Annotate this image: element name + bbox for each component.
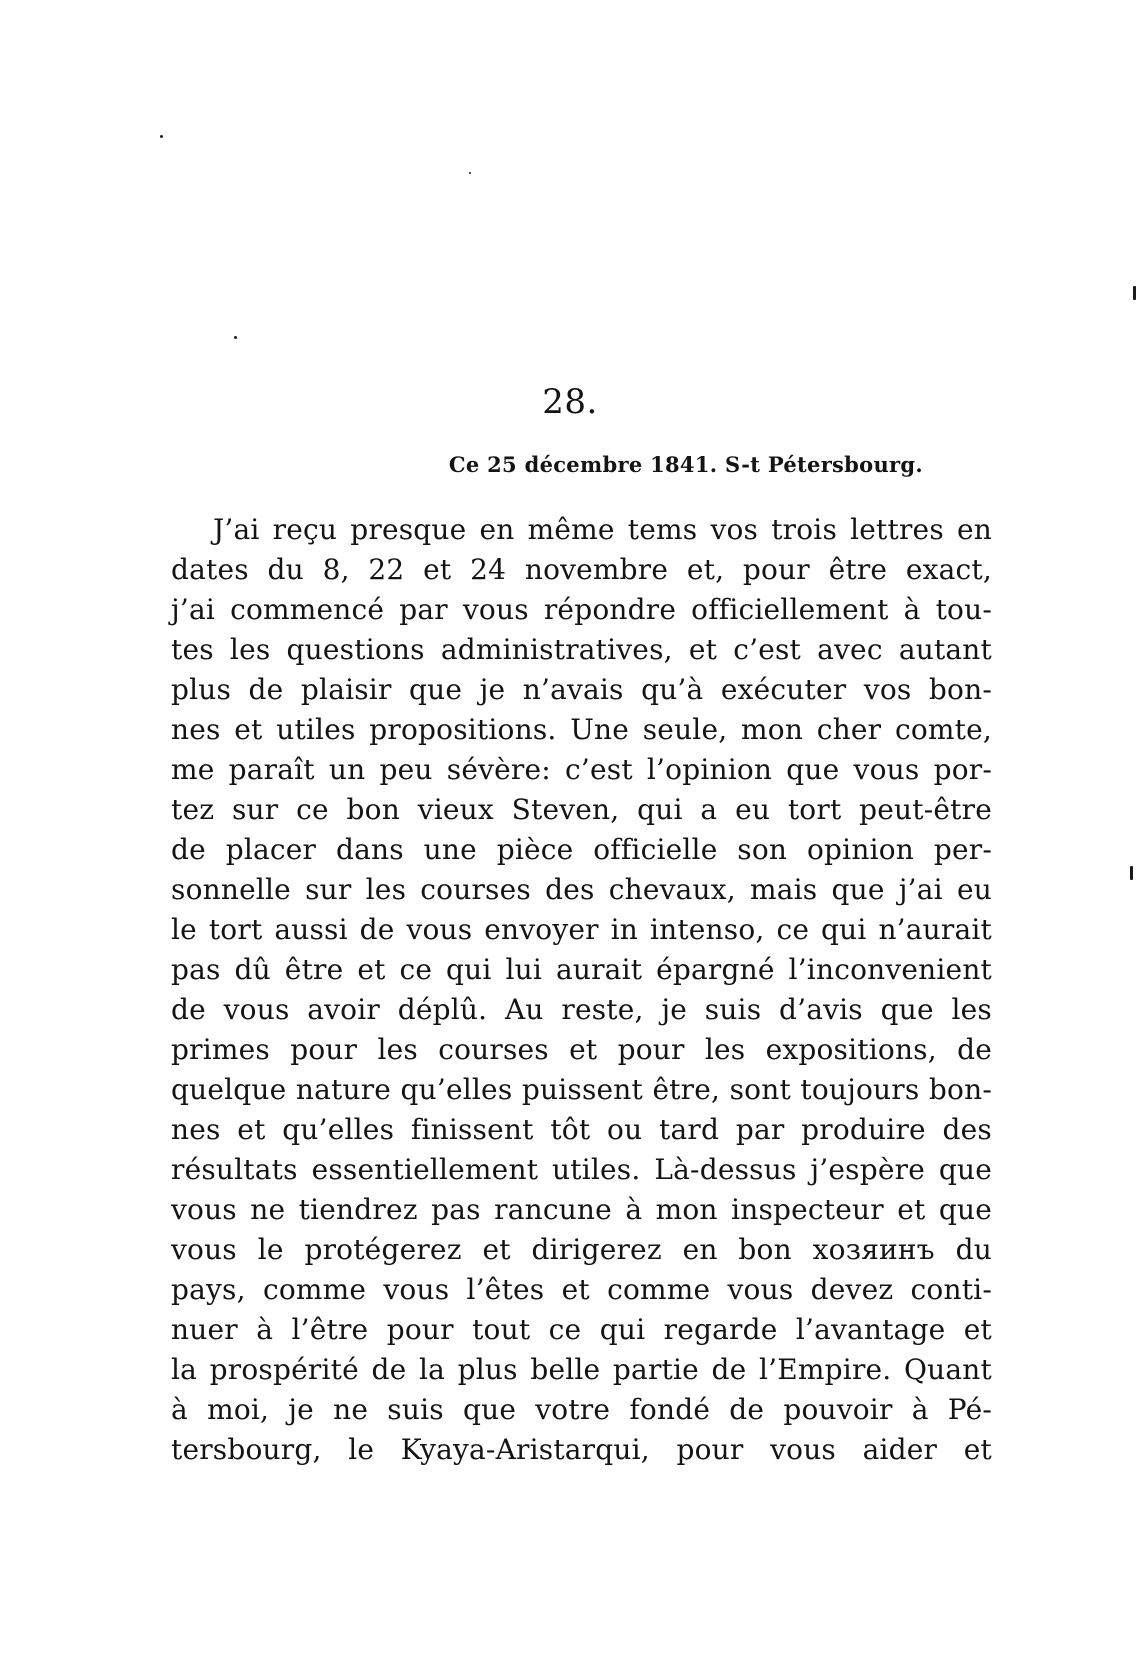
body-line: à moi, je ne suis que votre fondé de pouvoir à Pé- bbox=[171, 1393, 992, 1426]
body-line: dates du 8, 22 et 24 novembre et, pour être exact, bbox=[171, 553, 992, 586]
letter-number: 28. bbox=[542, 382, 598, 422]
dateline: Ce 25 décembre 1841. S-t Pétersbourg. bbox=[448, 452, 923, 477]
margin-mark bbox=[1133, 286, 1136, 300]
body-line: pays, comme vous l’êtes et comme vous devez conti- bbox=[171, 1273, 992, 1306]
body-line: vous le protégerez et dirigerez en bon хозяинъ du bbox=[171, 1233, 992, 1266]
body-line: j’ai commencé par vous répondre officiellement à tou- bbox=[171, 593, 992, 626]
body-line: nes et qu’elles finissent tôt ou tard par produire des bbox=[171, 1113, 992, 1146]
body-line: de placer dans une pièce officielle son opinion per- bbox=[171, 833, 992, 866]
body-line: J’ai reçu presque en même tems vos trois lettres en bbox=[213, 513, 992, 546]
body-line: tez sur ce bon vieux Steven, qui a eu tort peut-être bbox=[171, 793, 992, 826]
body-line: tersbourg, le Kyaya-Aristarqui, pour vous aider et bbox=[171, 1433, 992, 1466]
body-line: nuer à l’être pour tout ce qui regarde l’avantage et bbox=[171, 1313, 992, 1346]
body-line: vous ne tiendrez pas rancune à mon inspecteur et que bbox=[171, 1193, 992, 1226]
margin-mark bbox=[1130, 866, 1133, 880]
body-line: quelque nature qu’elles puissent être, sont toujours bon- bbox=[171, 1073, 992, 1106]
body-line: la prospérité de la plus belle partie de l’Empire. Quant bbox=[171, 1353, 992, 1386]
body-line: me paraît un peu sévère: c’est l’opinion que vous por- bbox=[171, 753, 992, 786]
body-line: résultats essentiellement utiles. Là-dessus j’espère que bbox=[171, 1153, 992, 1186]
body-line: primes pour les courses et pour les expositions, de bbox=[171, 1033, 992, 1066]
body-line: le tort aussi de vous envoyer in intenso, ce qui n’aurait bbox=[171, 913, 992, 946]
body-line: sonnelle sur les courses des chevaux, mais que j’ai eu bbox=[171, 873, 992, 906]
body-line: pas dû être et ce qui lui aurait épargné l’inconvenient bbox=[171, 953, 992, 986]
body-line: nes et utiles propositions. Une seule, mon cher comte, bbox=[171, 713, 992, 746]
body-line: plus de plaisir que je n’avais qu’à exécuter vos bon- bbox=[171, 673, 992, 706]
letter-body bbox=[171, 510, 992, 1470]
scan-speck bbox=[469, 172, 471, 174]
scan-speck bbox=[234, 336, 237, 339]
body-line: tes les questions administratives, et c’est avec autant bbox=[171, 633, 992, 666]
body-line: de vous avoir déplû. Au reste, je suis d’avis que les bbox=[171, 993, 992, 1026]
scan-speck bbox=[160, 135, 163, 138]
